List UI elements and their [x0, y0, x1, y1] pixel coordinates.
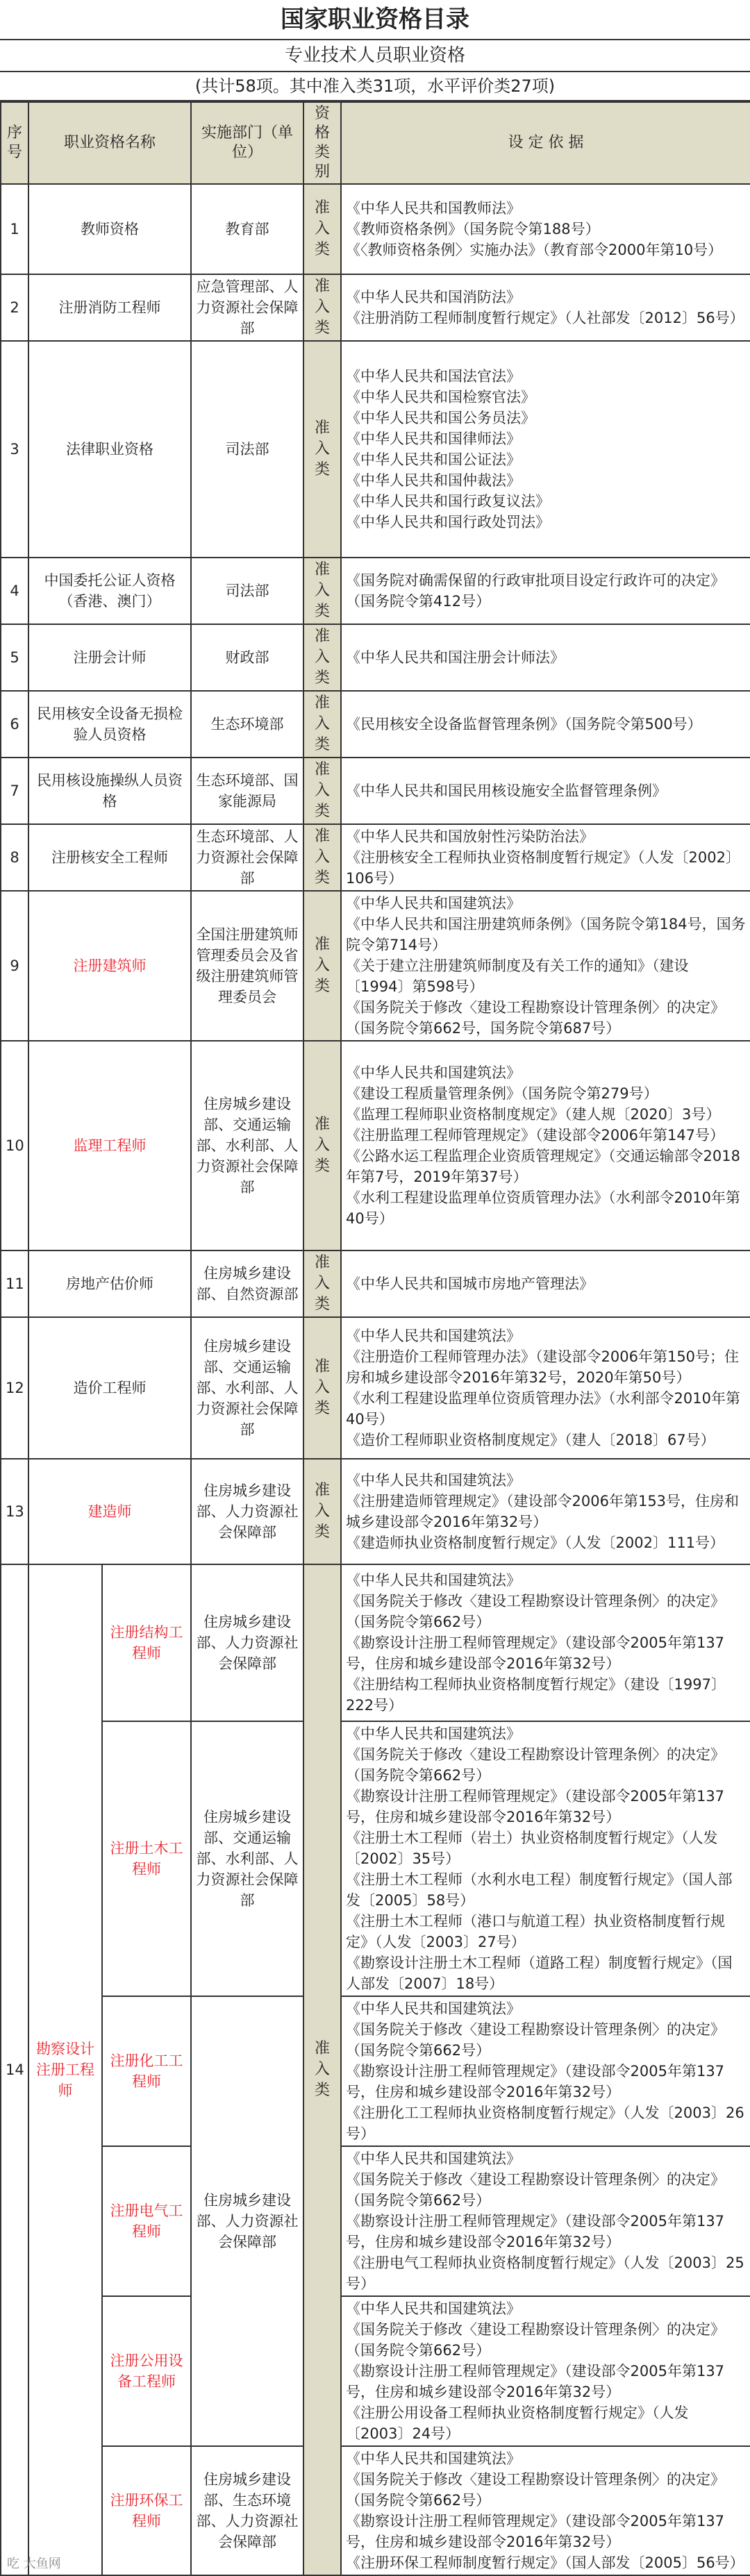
department: 住房城乡建设部、交通运输部、水利部、人力资源社会保障部 [191, 1317, 303, 1459]
basis-line: 《注册化工工程师执业资格制度暂行规定》（人发〔2003〕26号） [346, 2105, 744, 2142]
basis-line: 《注册结构工程师执业资格制度暂行规定》（建设〔1997〕222号） [346, 1676, 726, 1714]
category: 准入类 [303, 1041, 341, 1251]
basis-line: 《国务院对确需保留的行政审批项目设定行政许可的决定》（国务院令第412号） [346, 572, 726, 610]
sub-qualification-name: 注册电气工程师 [102, 2146, 191, 2296]
basis-line: 《中华人民共和国建筑法》 [346, 1064, 522, 1081]
basis-line: 《水利工程建设监理单位资质管理办法》（水利部令2010年第40号） [346, 1390, 740, 1428]
basis-line: 《注册环保工程师制度暂行规定》（国人部发〔2005〕56号） [346, 2554, 744, 2571]
sub-qualification-name: 注册土木工程师 [102, 1721, 191, 1996]
row-number: 7 [1, 758, 28, 824]
watermark: 吃 大鱼网 [7, 2557, 61, 2571]
basis-line: 《注册公用设备工程师执业资格制度暂行规定》（人发〔2003〕24号） [346, 2404, 689, 2442]
category: 准入类 [303, 1251, 341, 1317]
row-number: 9 [1, 891, 28, 1041]
basis-line: 《民用核安全设备监督管理条例》（国务院令第500号） [346, 716, 702, 733]
header-name: 职业资格名称 [28, 102, 191, 184]
basis-line: 《造价工程师职业资格制度规定》（建人〔2018〕67号） [346, 1432, 715, 1448]
qualification-name: 注册消防工程师 [28, 274, 191, 341]
qualification-name: 造价工程师 [28, 1317, 191, 1459]
category: 准入类 [303, 1317, 341, 1459]
basis-cell [341, 1459, 750, 1564]
basis-line: 《国务院关于修改〈建设工程勘察设计管理条例〉的决定》（国务院令第662号，国务院令第687号） [346, 999, 726, 1037]
qualification-name: 注册建筑师 [28, 891, 191, 1041]
category: 准入类 [303, 624, 341, 691]
sub-qualification-name: 注册公用设备工程师 [102, 2296, 191, 2446]
basis-line: 《注册土木工程师（岩土）执业资格制度暂行规定》（人发〔2002〕35号） [346, 1830, 718, 1867]
basis-line: 《勘察设计注册土木工程师（道路工程）制度暂行规定》（国人部发〔2007〕18号） [346, 1955, 733, 1992]
table-row [1, 1041, 750, 1251]
basis-cell [341, 758, 750, 824]
basis-cell [341, 2296, 750, 2446]
qualification-name: 监理工程师 [28, 1041, 191, 1251]
qualification-name: 教师资格 [28, 184, 191, 274]
category: 准入类 [303, 824, 341, 891]
sub-qualification-name: 注册化工工程师 [102, 1996, 191, 2146]
basis-line: 《国务院关于修改〈建设工程勘察设计管理条例〉的决定》（国务院令第662号） [346, 2021, 726, 2059]
row-number: 1 [1, 184, 28, 274]
basis-line: 《中华人民共和国公务员法》 [346, 410, 536, 426]
basis-line: 《注册造价工程师管理办法》（建设部令2006年第150号；住房和城乡建设部令2016年第32号，2020年第50号） [346, 1348, 740, 1386]
basis-cell [341, 184, 750, 274]
basis-line: 《国务院关于修改〈建设工程勘察设计管理条例〉的决定》（国务院令第662号） [346, 1746, 726, 1784]
category: 准入类 [303, 691, 341, 758]
basis-line: 《〈教师资格条例〉实施办法》（教育部令2000年第10号） [346, 242, 723, 258]
basis-line: 《中华人民共和国检察官法》 [346, 389, 536, 405]
row-number: 11 [1, 1251, 28, 1317]
basis-line: 《国务院关于修改〈建设工程勘察设计管理条例〉的决定》（国务院令第662号） [346, 2471, 726, 2509]
basis-line: 《中华人民共和国注册会计师法》 [346, 649, 565, 666]
qualification-name: 注册会计师 [28, 624, 191, 691]
basis-line: 《中华人民共和国建筑法》 [346, 1328, 522, 1344]
basis-line: 《勘察设计注册工程师管理规定》（建设部令2005年第137号，住房和城乡建设部令2016年第32号） [346, 2513, 725, 2550]
category: 准入类 [303, 1564, 341, 2575]
row-number: 13 [1, 1459, 28, 1564]
header-seq: 序号 [1, 102, 28, 184]
sub-qualification-name: 注册结构工程师 [102, 1564, 191, 1721]
department: 生态环境部 [191, 691, 303, 758]
basis-cell [341, 341, 750, 558]
basis-cell [341, 691, 750, 758]
table-row [1, 1564, 750, 1721]
department: 财政部 [191, 624, 303, 691]
basis-line: 《注册土木工程师（水利水电工程）制度暂行规定》（国人部发〔2005〕58号） [346, 1871, 733, 1909]
table-row [1, 691, 750, 758]
qualification-name: 民用核安全设备无损检验人员资格 [28, 691, 191, 758]
table-header-row [1, 102, 750, 184]
basis-line: 《国务院关于修改〈建设工程勘察设计管理条例〉的决定》（国务院令第662号） [346, 1593, 726, 1630]
department: 住房城乡建设部、人力资源社会保障部 [191, 1996, 303, 2446]
qualification-name: 建造师 [28, 1459, 191, 1564]
basis-cell [341, 824, 750, 891]
basis-cell [341, 624, 750, 691]
category: 准入类 [303, 758, 341, 824]
qualification-name: 勘察设计注册工程师 [28, 1564, 102, 2575]
basis-line: 《注册监理工程师管理规定》（建设部令2006年第147号） [346, 1127, 725, 1144]
department: 教育部 [191, 184, 303, 274]
basis-cell [341, 274, 750, 341]
page-subtitle: 专业技术人员职业资格 [0, 40, 750, 72]
basis-line: 《中华人民共和国法官法》 [346, 368, 522, 385]
basis-line: 《勘察设计注册工程师管理规定》（建设部令2005年第137号，住房和城乡建设部令2016年第32号） [346, 1634, 725, 1672]
basis-line: 《教师资格条例》（国务院令第188号） [346, 221, 600, 237]
basis-cell [341, 1564, 750, 1721]
qualification-name: 中国委托公证人资格（香港、澳门） [28, 558, 191, 624]
basis-cell [341, 1317, 750, 1459]
basis-line: 《中华人民共和国公证法》 [346, 451, 522, 468]
basis-line: 《中华人民共和国教师法》 [346, 200, 522, 217]
table-row [1, 184, 750, 274]
row-number: 8 [1, 824, 28, 891]
basis-line: 《中华人民共和国放射性污染防治法》 [346, 828, 594, 845]
row-number: 6 [1, 691, 28, 758]
department: 住房城乡建设部、交通运输部、水利部、人力资源社会保障部 [191, 1721, 303, 1996]
basis-cell [341, 558, 750, 624]
qualification-name: 房地产估价师 [28, 1251, 191, 1317]
row-number: 10 [1, 1041, 28, 1251]
table-row [1, 2146, 750, 2296]
department: 住房城乡建设部、生态环境部、人力资源社会保障部 [191, 2446, 303, 2575]
basis-line: 《中华人民共和国行政处罚法》 [346, 514, 551, 530]
department: 应急管理部、人力资源社会保障部 [191, 274, 303, 341]
basis-cell [341, 891, 750, 1041]
table-row [1, 1317, 750, 1459]
page-title: 国家职业资格目录 [0, 0, 750, 40]
page-summary: (共计58项。其中准入类31项，水平评价类27项) [0, 72, 750, 101]
basis-line: 《中华人民共和国行政复议法》 [346, 493, 551, 510]
department: 住房城乡建设部、交通运输部、水利部、人力资源社会保障部 [191, 1041, 303, 1251]
basis-line: 《中华人民共和国民用核设施安全监督管理条例》 [346, 783, 667, 799]
table-row [1, 624, 750, 691]
table-row [1, 558, 750, 624]
basis-line: 《注册核安全工程师执业资格制度暂行规定》（人发〔2002〕106号） [346, 849, 740, 887]
department: 全国注册建筑师管理委员会及省级注册建筑师管理委员会 [191, 891, 303, 1041]
basis-cell [341, 1996, 750, 2146]
basis-cell [341, 2146, 750, 2296]
basis-line: 《中华人民共和国律师法》 [346, 430, 522, 447]
basis-line: 《建造师执业资格制度暂行规定》（人发〔2002〕111号） [346, 1534, 725, 1551]
basis-line: 《注册电气工程师执业资格制度暂行规定》（人发〔2003〕25号） [346, 2255, 744, 2292]
sub-qualification-name: 注册环保工程师 [102, 2446, 191, 2575]
basis-line: 《中华人民共和国建筑法》 [346, 2300, 522, 2317]
basis-line: 《国务院关于修改〈建设工程勘察设计管理条例〉的决定》（国务院令第662号） [346, 2171, 726, 2209]
row-number: 3 [1, 341, 28, 558]
row-number: 4 [1, 558, 28, 624]
basis-line: 《勘察设计注册工程师管理规定》（建设部令2005年第137号，住房和城乡建设部令2016年第32号） [346, 2213, 725, 2250]
header-basis: 设 定 依 据 [341, 102, 750, 184]
basis-line: 《公路水运工程监理企业资质管理规定》（交通运输部令2018年第7号，2019年第37号） [346, 1148, 740, 1185]
basis-line: 《勘察设计注册工程师管理规定》（建设部令2005年第137号，住房和城乡建设部令2016年第32号） [346, 2063, 725, 2100]
row-number: 2 [1, 274, 28, 341]
table-row [1, 758, 750, 824]
basis-line: 《中华人民共和国建筑法》 [346, 1472, 522, 1489]
basis-line: 《关于建立注册建筑师制度及有关工作的通知》（建设〔1994〕第598号） [346, 957, 689, 995]
basis-line: 《中华人民共和国仲裁法》 [346, 472, 522, 489]
qualification-name: 注册核安全工程师 [28, 824, 191, 891]
qualification-table [0, 101, 750, 2576]
row-number: 14 [1, 1564, 28, 2575]
department: 住房城乡建设部、人力资源社会保障部 [191, 1459, 303, 1564]
department: 住房城乡建设部、人力资源社会保障部 [191, 1564, 303, 1721]
basis-cell [341, 2446, 750, 2575]
basis-cell [341, 1251, 750, 1317]
department: 司法部 [191, 558, 303, 624]
category: 准入类 [303, 1459, 341, 1564]
basis-line: 《中华人民共和国建筑法》 [346, 895, 522, 912]
category: 准入类 [303, 558, 341, 624]
department: 住房城乡建设部、自然资源部 [191, 1251, 303, 1317]
basis-line: 《中华人民共和国城市房地产管理法》 [346, 1276, 594, 1292]
category: 准入类 [303, 274, 341, 341]
basis-line: 《水利工程建设监理单位资质管理办法》（水利部令2010年第40号） [346, 1189, 740, 1227]
header-category: 资格类别 [303, 102, 341, 184]
basis-line: 《建设工程质量管理条例》（国务院令第279号） [346, 1085, 658, 1102]
basis-line: 《中华人民共和国消防法》 [346, 289, 522, 306]
row-number: 12 [1, 1317, 28, 1459]
table-body [1, 184, 750, 2575]
basis-line: 《勘察设计注册工程师管理规定》（建设部令2005年第137号，住房和城乡建设部令2016年第32号） [346, 2363, 725, 2400]
department: 司法部 [191, 341, 303, 558]
table-row [1, 1996, 750, 2146]
table-row [1, 274, 750, 341]
qualification-name: 民用核设施操纵人员资格 [28, 758, 191, 824]
basis-line: 《注册消防工程师制度暂行规定》（人社部发〔2012〕56号） [346, 310, 744, 326]
department: 生态环境部、国家能源局 [191, 758, 303, 824]
basis-cell [341, 1041, 750, 1251]
table-row [1, 1459, 750, 1564]
table-row [1, 2296, 750, 2446]
row-number: 5 [1, 624, 28, 691]
table-row [1, 341, 750, 558]
basis-line: 《中华人民共和国建筑法》 [346, 2150, 522, 2167]
basis-line: 《注册土木工程师（港口与航道工程）执业资格制度暂行规定》（人发〔2003〕27号） [346, 1913, 726, 1950]
header-dept: 实施部门（单位） [191, 102, 303, 184]
table-row [1, 2446, 750, 2575]
basis-line: 《勘察设计注册工程师管理规定》（建设部令2005年第137号，住房和城乡建设部令2016年第32号） [346, 1788, 725, 1825]
basis-cell [341, 1721, 750, 1996]
basis-line: 《中华人民共和国建筑法》 [346, 1725, 522, 1742]
table-row [1, 1251, 750, 1317]
table-row [1, 891, 750, 1041]
basis-line: 《注册建造师管理规定》（建设部令2006年第153号，住房和城乡建设部令2016年第32号） [346, 1493, 740, 1530]
table-row [1, 824, 750, 891]
qualification-name: 法律职业资格 [28, 341, 191, 558]
basis-line: 《监理工程师职业资格制度规定》（建人规〔2020〕3号） [346, 1106, 721, 1123]
category: 准入类 [303, 891, 341, 1041]
category: 准入类 [303, 184, 341, 274]
basis-line: 《中华人民共和国建筑法》 [346, 1572, 522, 1589]
table-row [1, 1721, 750, 1996]
department: 生态环境部、人力资源社会保障部 [191, 824, 303, 891]
basis-line: 《中华人民共和国注册建筑师条例》（国务院令第184号，国务院令第714号） [346, 916, 746, 953]
basis-line: 《国务院关于修改〈建设工程勘察设计管理条例〉的决定》（国务院令第662号） [346, 2321, 726, 2359]
basis-line: 《中华人民共和国建筑法》 [346, 2000, 522, 2017]
basis-line: 《中华人民共和国建筑法》 [346, 2450, 522, 2467]
category: 准入类 [303, 341, 341, 558]
